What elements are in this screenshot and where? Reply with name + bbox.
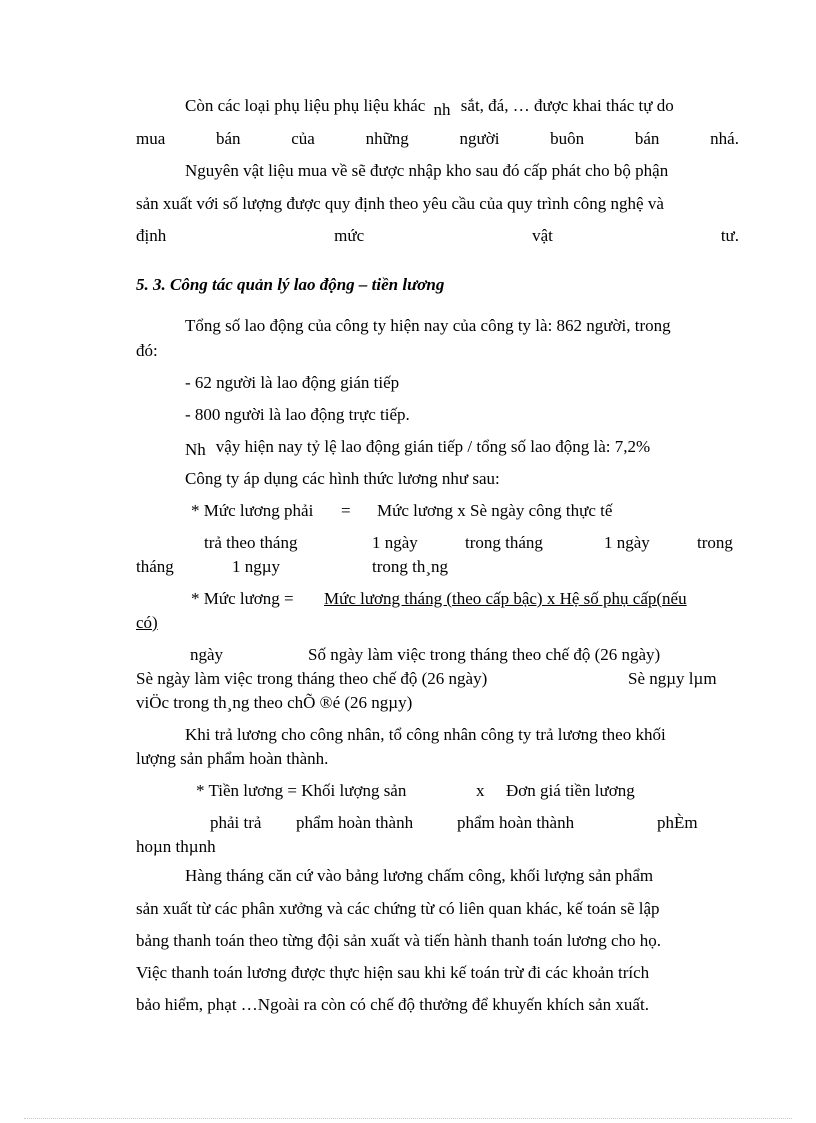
formula1-row2-cell: trong: [697, 533, 733, 552]
para3-line1: Tổng số lao động của công ty hiện nay của công ty là: 862 người, trong: [185, 316, 671, 335]
formula3-right: Đơn giá tiền lương: [506, 781, 635, 800]
ratio-text: vậy hiện nay tỷ lệ lao động gián tiếp / tổng số lao động là: 7,2%: [215, 437, 651, 456]
formula2-row4: viÖc trong th¸ng theo chÕ ®é (26 ngµy): [136, 693, 413, 712]
para5-line3: bảng thanh toán theo từng đội sản xuất và tiến hành thanh toán lương cho họ.: [136, 931, 662, 950]
word: định: [136, 226, 167, 245]
formula3-row2-cell: phẩm hoàn thành: [296, 813, 414, 832]
word: những: [365, 129, 409, 148]
formula1-right: Mức lương x Sè ngày công thực tế: [377, 501, 613, 520]
formula1-row3-cell: 1 ngµy: [232, 557, 281, 576]
formula1-row2-cell: trong tháng: [465, 533, 543, 552]
formula3-row3: hoµn thµnh: [136, 837, 216, 856]
para3-line2: đó:: [136, 341, 158, 360]
formula2-left: * Mức lương =: [191, 589, 294, 608]
formula3-times: x: [476, 781, 485, 800]
page-bottom-divider: [24, 1118, 792, 1119]
para5-line5: bảo hiểm, phạt …Ngoài ra còn có chế độ thưởng để khuyến khích sản xuất.: [136, 995, 649, 1014]
formula3-row2-cell: phẩm hoàn thành: [457, 813, 575, 832]
formula1-row2-cell: trả theo tháng: [204, 533, 298, 552]
section-heading: 5. 3. Công tác quản lý lao động – tiền lương: [136, 275, 445, 294]
formula2-row3-a: Sè ngày làm việc trong tháng theo chế độ (26 ngày): [136, 669, 488, 688]
word: người: [459, 129, 500, 148]
word: mức: [334, 226, 365, 245]
formula2-numerator: Mức lương tháng (theo cấp bậc) x Hệ số phụ cấp(nếu: [324, 589, 687, 608]
para2-line3: [136, 226, 739, 246]
bullet-item: - 800 người là lao động trực tiếp.: [185, 405, 410, 424]
formula1-row2-cell: 1 ngày: [372, 533, 418, 552]
ratio-line: [185, 437, 650, 457]
formula1-row3-cell: trong th¸ng: [372, 557, 449, 576]
word: buôn: [550, 129, 585, 148]
formula1-left: * Mức lương phải: [191, 501, 314, 520]
para5-line2: sản xuất từ các phân xưởng và các chứng từ có liên quan khác, kế toán sẽ lập: [136, 899, 660, 918]
para4-line2: lượng sản phẩm hoàn thành.: [136, 749, 329, 768]
word: vật: [532, 226, 553, 245]
ratio-nh-fragment: Nh: [185, 440, 206, 459]
formula1-row3-cell: tháng: [136, 557, 174, 576]
para4-line1: Khi trả lương cho công nhân, tổ công nhân công ty trả lương theo khối: [185, 725, 666, 744]
para5-line4: Việc thanh toán lương được thực hiện sau khi kế toán trừ đi các khoản trích: [136, 963, 650, 982]
para1-line2: [136, 129, 739, 149]
para2-line2: sản xuất với số lượng được quy định theo yêu cầu của quy trình công nghệ và: [136, 194, 664, 213]
formula1-row2-cell: 1 ngày: [604, 533, 650, 552]
formula3-row2-cell: phÈm: [657, 813, 698, 832]
formula3-left: * Tiền lương = Khối lượng sản: [196, 781, 407, 800]
para5-line1: Hàng tháng căn cứ vào bảng lương chấm công, khối lượng sản phẩm: [185, 866, 654, 885]
para1-text-b: sắt, đá, … được khai thác tự do: [460, 96, 674, 115]
formula3-row2-cell: phải trả: [210, 813, 262, 832]
word: tư.: [720, 226, 739, 245]
formula2-row2-b: Số ngày làm việc trong tháng theo chế độ (26 ngày): [308, 645, 661, 664]
word: bán: [634, 129, 660, 148]
formula2-row2-a: ngày: [190, 645, 224, 664]
para1-text-a: Còn các loại phụ liệu phụ liệu khác: [185, 96, 426, 115]
formula2-row3-b: Sè ngµy lµm: [628, 669, 717, 688]
forms-intro: Công ty áp dụng các hình thức lương như sau:: [185, 469, 500, 488]
para2-line1: Nguyên vật liệu mua về sẽ được nhập kho sau đó cấp phát cho bộ phận: [185, 161, 669, 180]
word: nhá.: [710, 129, 739, 148]
bullet-item: - 62 người là lao động gián tiếp: [185, 373, 400, 392]
word: của: [291, 129, 315, 148]
word: bán: [216, 129, 241, 148]
formula1-equals: =: [341, 501, 351, 520]
para1-nh-fragment: nh: [433, 100, 451, 119]
para1-line1: [185, 96, 674, 119]
formula2-numerator-cont: có): [136, 613, 158, 632]
word: mua: [136, 129, 166, 148]
